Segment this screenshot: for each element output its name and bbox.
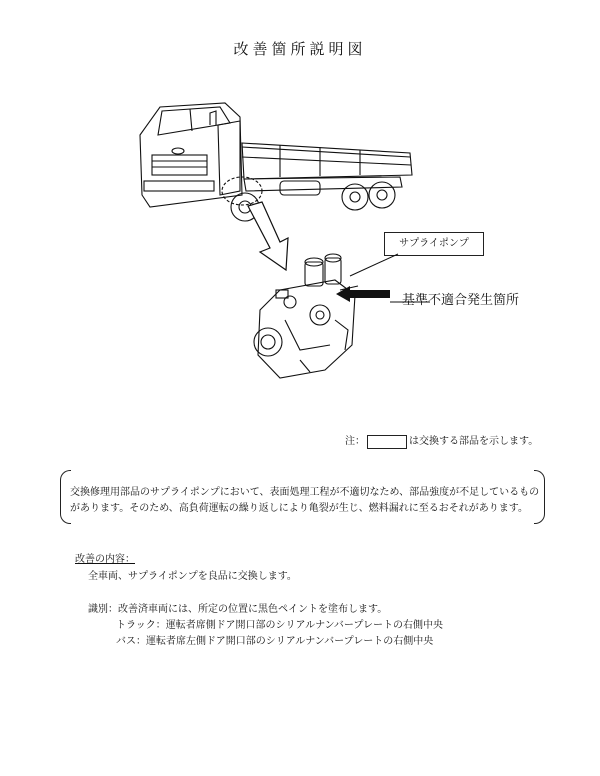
truck-location-line: トラック：運転者席側ドア開口部のシリアルナンバープレートの右側中央 <box>116 620 443 631</box>
note-suffix: は交換する部品を示します。 <box>409 436 539 447</box>
page-title: 改善箇所説明図 <box>233 40 367 58</box>
defect-location-label: 基準不適合発生箇所 <box>402 293 520 308</box>
defect-explanation: 交換修理用部品のサプライポンプにおいて、表面処理工程が不適切なため、部品強度が不足しているものがあります。そのため、高負荷運転の繰り返しにより亀裂が生じ、燃料漏れに至るおそれがあります。 <box>70 487 540 514</box>
legend-box <box>367 435 407 449</box>
bus-location-line: バス：運転者席左側ドア開口部のシリアルナンバープレートの右側中央 <box>116 636 434 647</box>
supply-pump-callout: サプライポンプ <box>384 232 484 256</box>
improvement-line: 全車両、サプライポンプを良品に交換します。 <box>88 571 297 582</box>
improvement-heading: 改善の内容： <box>75 554 135 565</box>
callout-leader-lines <box>330 250 430 320</box>
note <box>345 432 538 449</box>
note-prefix: 注： <box>345 436 365 447</box>
identification-line: 識別：改善済車両には、所定の位置に黒色ペイントを塗布します。 <box>88 604 388 615</box>
